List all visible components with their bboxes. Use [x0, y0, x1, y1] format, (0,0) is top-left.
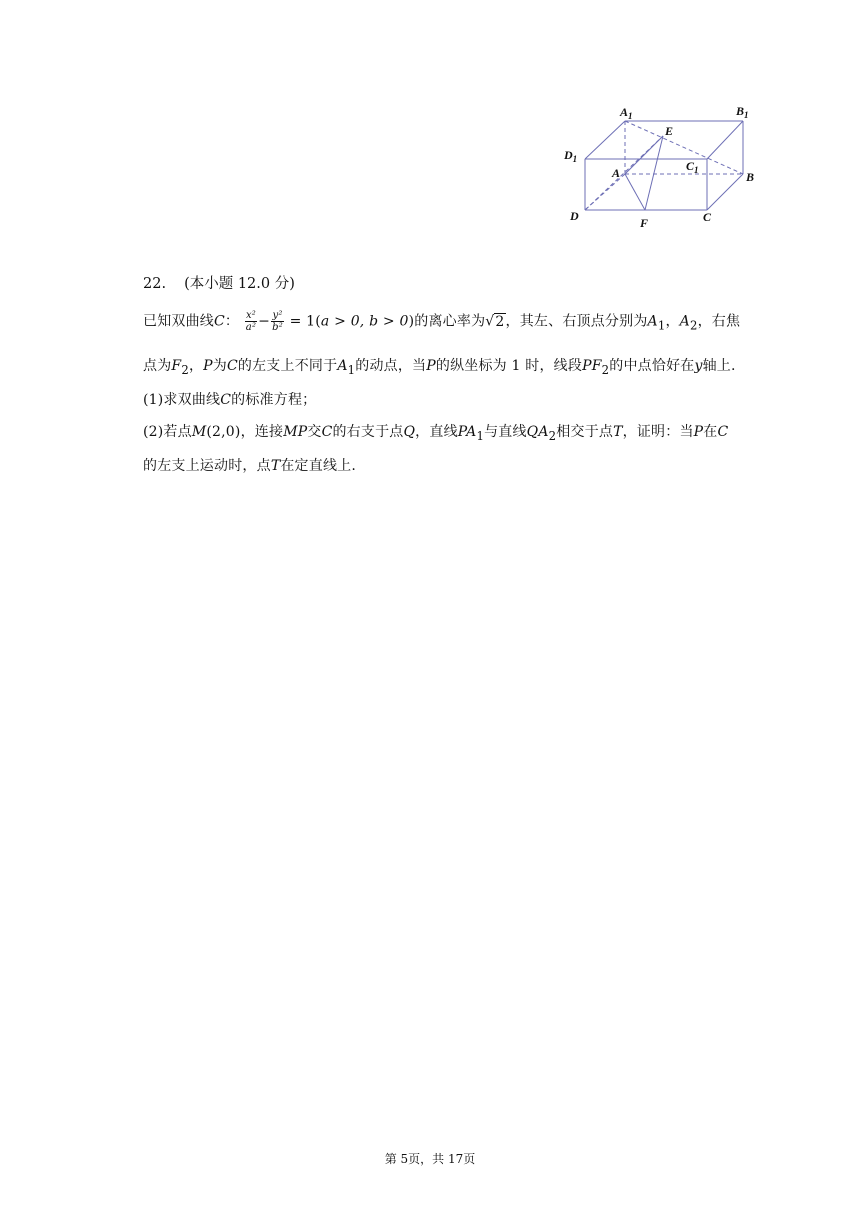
question-line-3	[143, 389, 316, 409]
question-line-2	[143, 355, 736, 377]
math-var: QA	[526, 424, 549, 440]
text-segment: 轴上.	[702, 358, 736, 374]
page-footer: 第 5页，共 17页	[384, 1152, 476, 1166]
question-number: 22.	[143, 276, 167, 292]
math-subscript: 2	[689, 318, 698, 333]
fraction-denominator: b²	[272, 322, 283, 333]
label-b: B	[746, 170, 755, 184]
text-segment: ，其左、右顶点分别为	[505, 313, 648, 330]
math-subscript: 2	[181, 362, 189, 377]
question-line-4	[143, 421, 728, 443]
edge-e-f	[645, 136, 663, 210]
text-segment: 与直线	[484, 424, 527, 440]
text-segment: 点为	[143, 358, 172, 374]
text-segment: ，	[665, 313, 680, 330]
fraction-denominator: a²	[245, 322, 257, 333]
label-a: A	[612, 166, 621, 180]
label-a1: $A_1$	[620, 105, 633, 121]
math-var: C	[226, 358, 238, 374]
text-segment: 的纵坐标为 1 时，线段	[435, 358, 583, 374]
math-var: A	[679, 313, 690, 330]
sqrt-radicand: 2	[495, 313, 505, 330]
question-header	[143, 272, 295, 293]
edge-a-e	[625, 136, 663, 174]
edge-a-f	[625, 174, 645, 210]
text-segment: (1)求双曲线	[143, 392, 221, 408]
text-segment: 在	[703, 424, 718, 440]
math-var: A	[647, 313, 658, 330]
label-d1: $D_1$	[564, 148, 578, 164]
text-segment: 为	[212, 358, 227, 374]
text-segment: 交	[307, 424, 322, 440]
math-condition: a > 0, b > 0	[320, 313, 409, 330]
math-subscript: 1	[347, 362, 356, 377]
math-var: M	[191, 424, 207, 440]
text-segment: 的左支上不同于	[237, 358, 338, 374]
math-var: PA	[457, 424, 477, 440]
label-c: C	[703, 210, 712, 224]
label-b1: $B_1$	[736, 104, 749, 120]
label-e: E	[665, 124, 674, 138]
label-f: F	[640, 216, 649, 230]
text-segment: −	[258, 313, 271, 330]
math-var: F	[171, 358, 182, 374]
math-var: A	[337, 358, 348, 374]
text-segment: 的右支于点	[332, 424, 404, 440]
math-subscript: 2	[548, 428, 557, 443]
text-segment: 的离心率为	[414, 313, 486, 330]
text-segment: 的动点，当	[355, 358, 427, 374]
math-var: C	[717, 424, 729, 440]
sqrt-2	[485, 313, 505, 330]
text-segment: ，证明：当	[622, 424, 694, 440]
text-segment: 的标准方程；	[231, 392, 317, 408]
math-var: T	[270, 458, 281, 474]
prism-diagram	[560, 98, 770, 236]
math-subscript: 1	[476, 428, 485, 443]
math-var: C	[321, 424, 333, 440]
math-subscript: 2	[601, 362, 610, 377]
label-d: D	[570, 209, 579, 223]
edge-d1-a1	[585, 121, 625, 159]
text-segment: = 1(	[289, 313, 321, 330]
text-segment: ，	[188, 358, 204, 374]
edge-a1-b	[625, 121, 743, 174]
edge-c-b	[707, 174, 743, 210]
math-var: y	[694, 358, 703, 374]
text-segment: )	[408, 313, 415, 330]
fraction-numerator: x²	[245, 310, 256, 321]
math-var: Q	[403, 424, 416, 440]
math-var: P	[203, 358, 213, 374]
text-segment: 在定直线上.	[280, 458, 357, 474]
label-c1: $C_1$	[686, 159, 699, 175]
text-segment: 已知双曲线	[143, 313, 214, 330]
fraction-y2-b2	[271, 310, 284, 333]
math-var: C	[214, 313, 225, 330]
math-var: P	[426, 358, 436, 374]
text-segment: ，连接	[240, 424, 284, 440]
text-segment: 的左支上运动时，点	[143, 458, 271, 474]
text-segment: ，直线	[415, 424, 458, 440]
edge-b1-c1	[707, 121, 743, 159]
text-segment: (2)若点	[143, 424, 192, 440]
math-var: MP	[283, 424, 308, 440]
text-segment: ：	[224, 313, 240, 330]
math-subscript: 1	[657, 318, 666, 333]
fraction-x2-a2	[245, 310, 257, 333]
math-var: P	[693, 424, 704, 440]
text-segment: (2,0)	[206, 424, 241, 440]
question-line-5	[143, 455, 356, 475]
text-segment: 的中点恰好在	[609, 358, 695, 374]
sqrt-symbol: √	[485, 313, 495, 330]
math-var: T	[613, 424, 623, 440]
math-var: PF	[582, 358, 602, 374]
text-segment: 相交于点	[556, 424, 614, 440]
math-var: C	[220, 392, 232, 408]
fraction-numerator: y²	[272, 310, 283, 321]
text-segment: ，右焦	[697, 313, 741, 330]
question-line-1	[143, 310, 740, 333]
question-points: (本小题 12.0 分)	[184, 276, 295, 292]
prism-edges	[585, 121, 743, 210]
prism-figure	[560, 98, 770, 236]
